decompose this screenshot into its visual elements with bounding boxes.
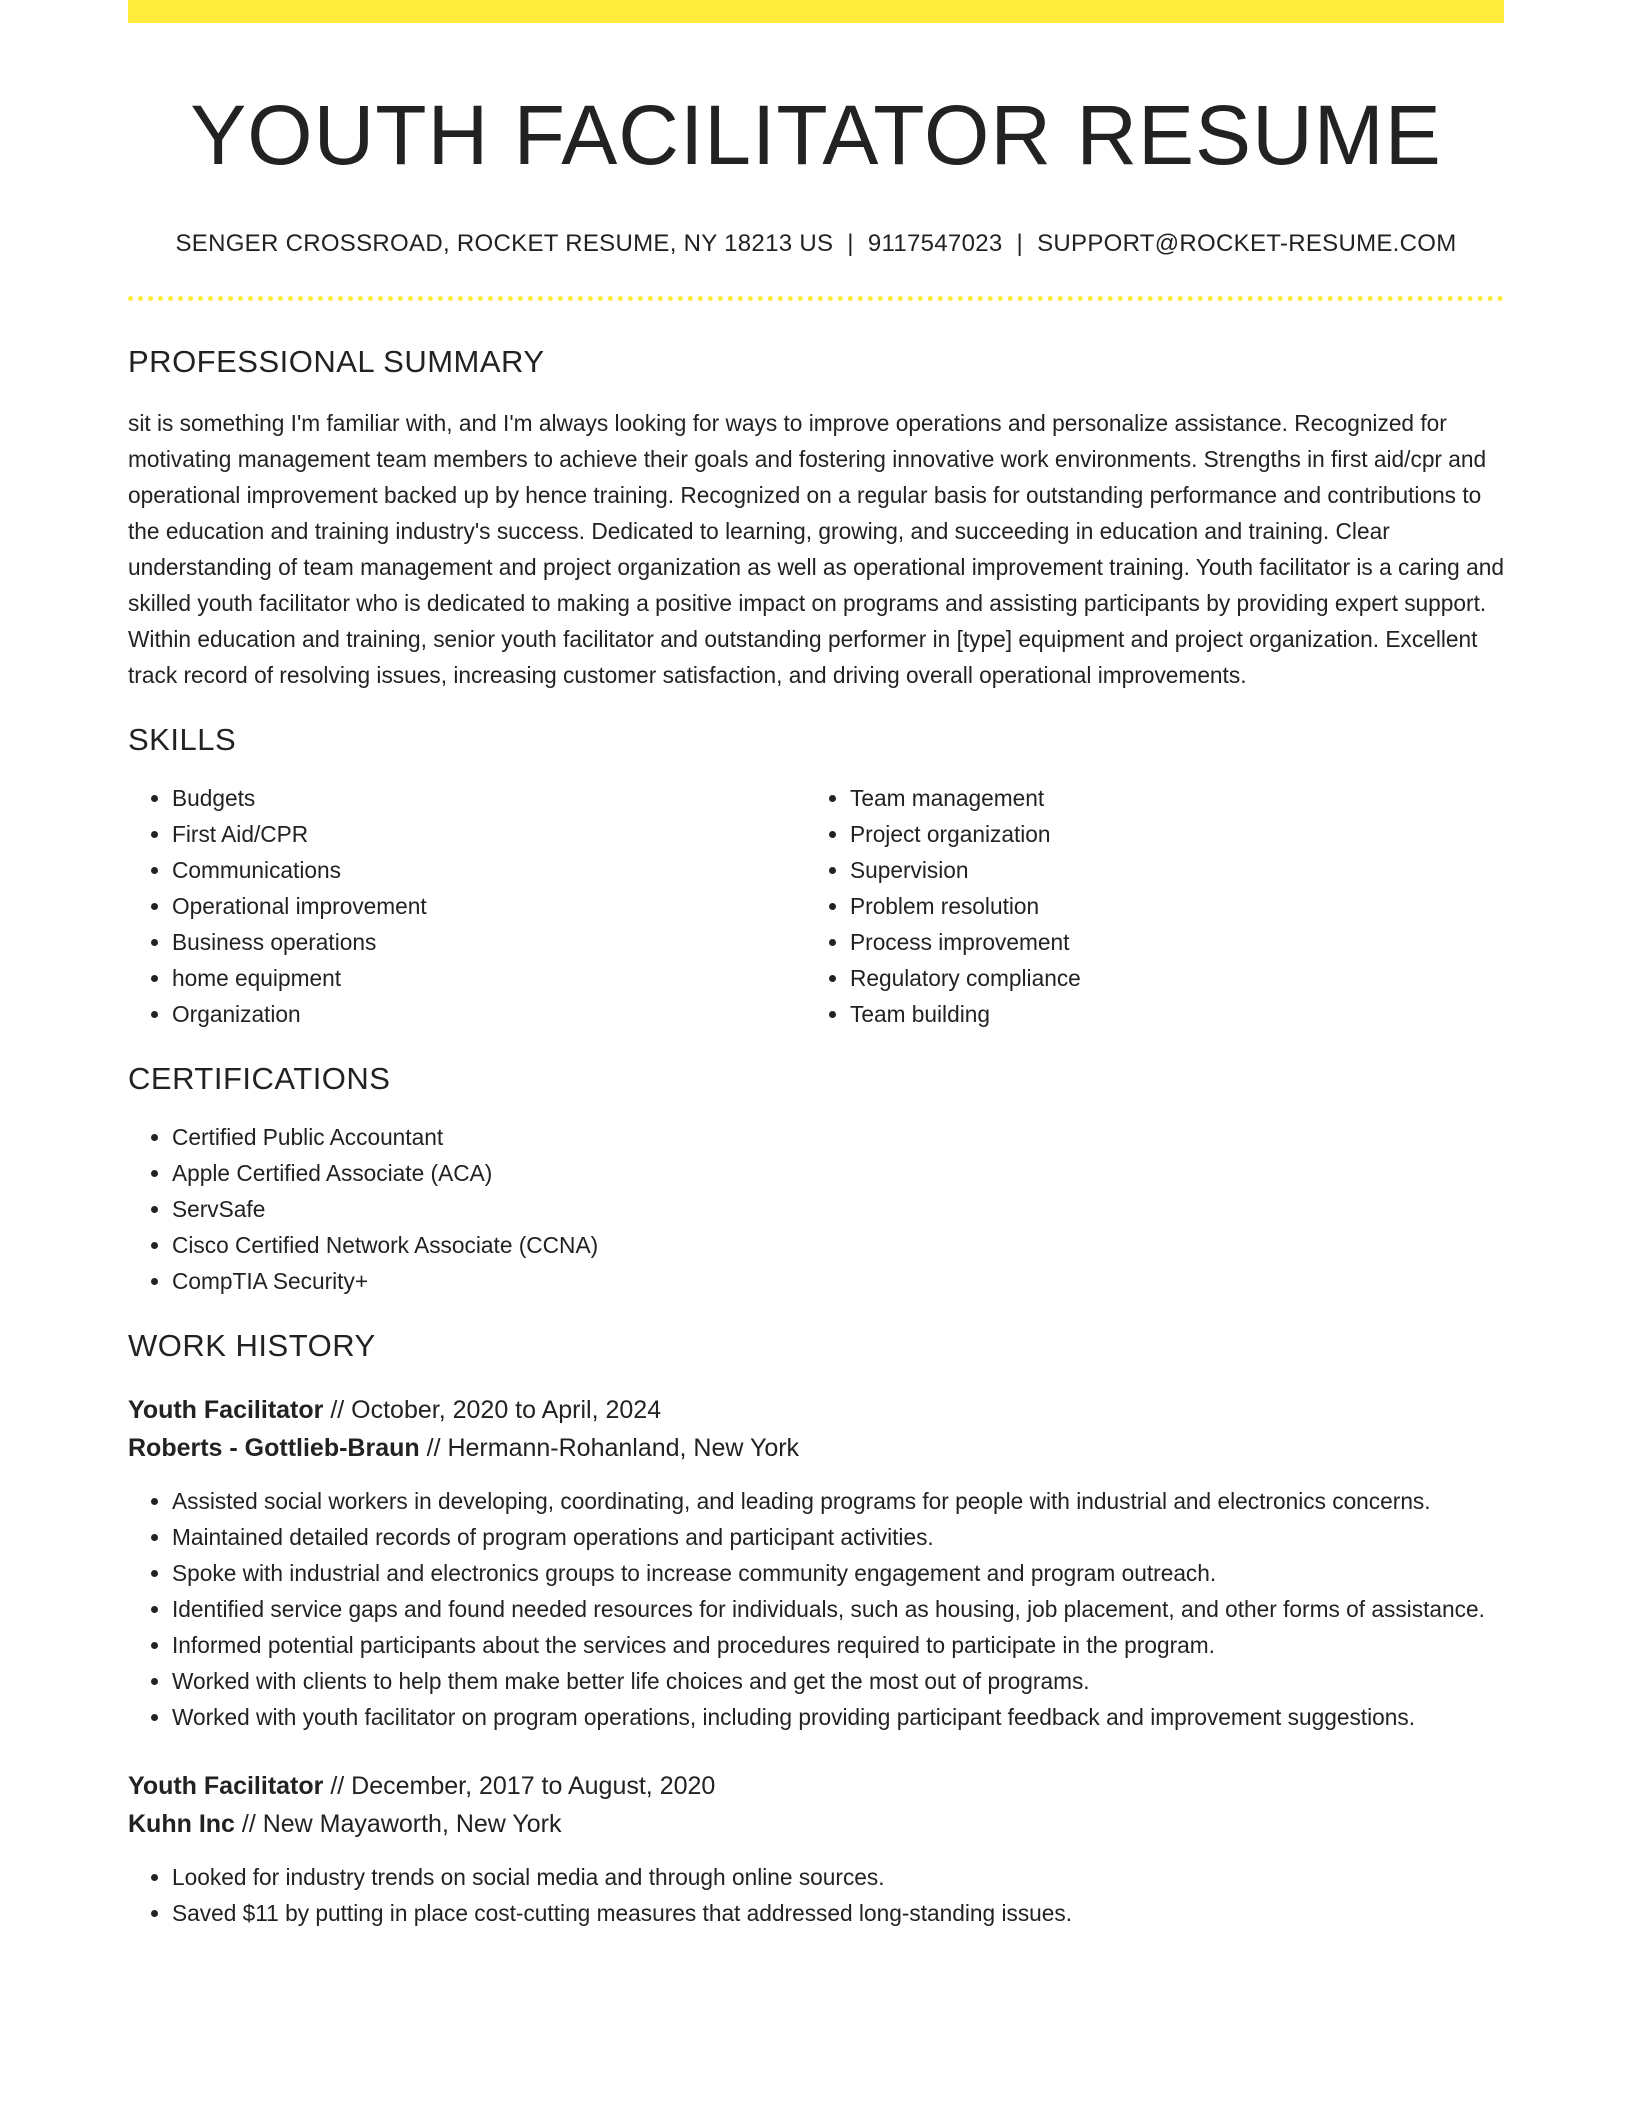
certification-item: • Apple Certified Associate (ACA) (172, 1155, 1504, 1191)
skills-list (128, 780, 1504, 1032)
resume-page (128, 0, 1504, 1931)
skill-item: • Team building (850, 996, 1550, 1032)
contact-address: SENGER CROSSROAD, ROCKET RESUME, NY 18213 US (175, 229, 834, 257)
job-role-line (128, 1391, 1504, 1429)
summary-text: sit is something I'm familiar with, and I'm always looking for ways to improve operations and personalize assistance. Recognized for motivating management team members to achieve their goals and fostering innovative work environments. Strengths in first aid/cpr and operational improvement backed up by hence training. Recognized on a regular basis for outstanding performance and contributions to the education and training industry's success. Dedicated to learning, growing, and succeeding in education and training. Clear understanding of team management and project organization as well as operational improvement training. Youth facilitator is a caring and skilled youth facilitator who is dedicated to making a positive impact on programs and assisting participants by providing expert support. Within education and training, senior youth facilitator and outstanding performer in [type] equipment and project organization. Excellent track record of resolving issues, increasing customer satisfaction, and driving overall operational improvements. (128, 409, 1504, 688)
job-responsibilities (128, 1859, 1504, 1931)
skills-column-right (806, 780, 1550, 1032)
job-dates: // December, 2017 to August, 2020 (330, 1771, 716, 1800)
accent-top-bar (128, 0, 1504, 23)
contact-line (128, 230, 1504, 258)
job-dates: // October, 2020 to April, 2024 (330, 1395, 662, 1424)
skill-item: • Supervision (850, 852, 1550, 888)
skill-item: • Budgets (172, 780, 806, 816)
contact-separator: | (847, 229, 854, 257)
certification-item: • CompTIA Security+ (172, 1263, 1504, 1299)
job-bullet: • Spoke with industrial and electronics groups to increase community engagement and program outreach. (172, 1555, 1504, 1591)
skill-item: • Organization (172, 996, 806, 1032)
resume-title: YOUTH FACILITATOR RESUME (190, 88, 1442, 182)
certifications-heading: CERTIFICATIONS (128, 1061, 391, 1097)
job-bullet: • Worked with youth facilitator on program operations, including providing participant feedback and improvement suggestions. (172, 1699, 1504, 1735)
job-bullet: • Saved $11 by putting in place cost-cutting measures that addressed long-standing issues. (172, 1895, 1504, 1931)
job-role: Youth Facilitator (128, 1771, 324, 1800)
dotted-divider (128, 296, 1504, 301)
skill-item: • Problem resolution (850, 888, 1550, 924)
job-bullet: • Identified service gaps and found needed resources for individuals, such as housing, job placement, and other forms of assistance. (172, 1591, 1504, 1627)
certification-item: • Cisco Certified Network Associate (CCNA) (172, 1227, 1504, 1263)
certification-item: • Certified Public Accountant (172, 1119, 1504, 1155)
job-company: Kuhn Inc (128, 1809, 235, 1838)
skill-item: • Communications (172, 852, 806, 888)
skill-item: • Project organization (850, 816, 1550, 852)
contact-separator: | (1016, 229, 1024, 257)
certification-item: • ServSafe (172, 1191, 1504, 1227)
job-bullet: • Informed potential participants about the services and procedures required to participate in the program. (172, 1627, 1504, 1663)
summary-heading: PROFESSIONAL SUMMARY (128, 343, 545, 379)
job-location: // New Mayaworth, New York (241, 1809, 562, 1838)
skill-item: • First Aid/CPR (172, 816, 806, 852)
skill-item: • home equipment (172, 960, 806, 996)
job-bullet: • Maintained detailed records of program operations and participant activities. (172, 1519, 1504, 1555)
certifications-list (128, 1119, 1504, 1299)
skill-item: • Operational improvement (172, 888, 806, 924)
skills-heading: SKILLS (128, 721, 237, 757)
skill-item: • Business operations (172, 924, 806, 960)
job-bullet: • Worked with clients to help them make better life choices and get the most out of programs. (172, 1663, 1504, 1699)
job-location: // Hermann-Rohanland, New York (426, 1433, 800, 1462)
skill-item: • Process improvement (850, 924, 1550, 960)
skill-item: • Team management (850, 780, 1550, 816)
contact-phone: 9117547023 (867, 229, 1003, 257)
contact-email: SUPPORT@ROCKET-RESUME.COM (1037, 229, 1457, 257)
job-role-line (128, 1767, 1504, 1805)
work-history-heading: WORK HISTORY (128, 1328, 376, 1364)
job-bullet: • Looked for industry trends on social media and through online sources. (172, 1859, 1504, 1895)
job-responsibilities (128, 1483, 1504, 1735)
job-company: Roberts - Gottlieb-Braun (128, 1433, 420, 1462)
skill-item: • Regulatory compliance (850, 960, 1550, 996)
job-bullet: • Assisted social workers in developing, coordinating, and leading programs for people with industrial and electronics concerns. (172, 1483, 1504, 1519)
job-company-line (128, 1429, 1504, 1467)
job-role: Youth Facilitator (128, 1395, 324, 1424)
job-company-line (128, 1805, 1504, 1843)
skills-column-left (128, 780, 806, 1032)
